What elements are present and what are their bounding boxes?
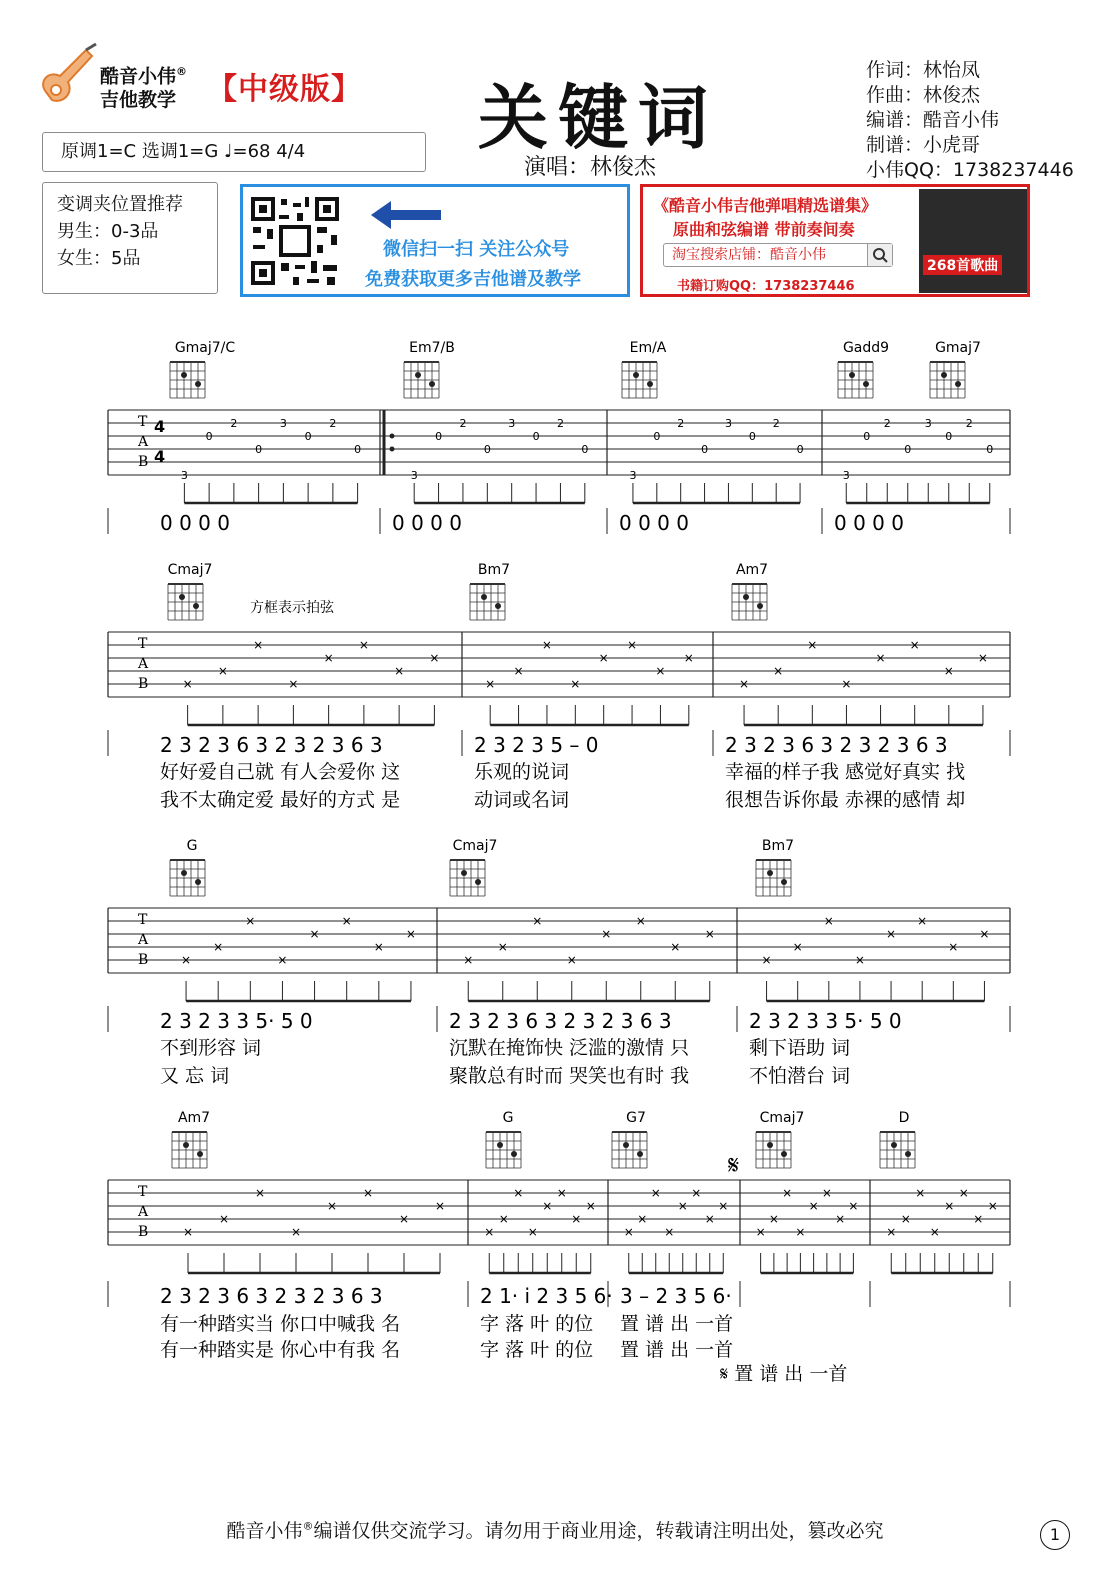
- chord-finger-dot: [767, 870, 773, 876]
- tab-x-mark: ×: [541, 638, 552, 652]
- tab-x-mark: ×: [213, 940, 224, 954]
- tab-x-mark: ×: [823, 914, 834, 928]
- tab-x-mark: ×: [782, 1186, 793, 1200]
- time-sig-top: 4: [154, 417, 166, 436]
- tab-x-mark: ×: [929, 1225, 940, 1239]
- chord-finger-dot: [195, 381, 201, 387]
- chord-finger-dot: [181, 870, 187, 876]
- lyric-line: 好好爱自己就 有人会爱你 这: [160, 761, 401, 783]
- chord-diagram: [470, 562, 510, 620]
- lyric-line: 动词或名词: [474, 789, 570, 811]
- tab-x-mark: ×: [290, 1225, 302, 1239]
- chord-finger-dot: [415, 372, 421, 378]
- tab-x-mark: ×: [245, 914, 256, 928]
- slap-note-label: 方框表示拍弦: [250, 600, 334, 616]
- repeat-dot: [390, 434, 395, 439]
- chord-finger-dot: [511, 1151, 517, 1157]
- tab-fret-number: 0: [532, 430, 540, 443]
- tab-fret-number: 3: [924, 417, 932, 430]
- tab-x-mark: ×: [405, 927, 416, 941]
- chord-finger-dot: [179, 594, 185, 600]
- tab-system: [108, 1110, 1010, 1385]
- tab-fret-number: 2: [230, 417, 238, 430]
- tab-x-mark: ×: [792, 940, 803, 954]
- tab-x-mark: ×: [288, 677, 299, 691]
- repeat-dot: [390, 447, 395, 452]
- tab-x-mark: ×: [485, 677, 496, 691]
- tab-x-mark: ×: [808, 1199, 819, 1213]
- numbered-notes: 0 0 0 0: [619, 511, 689, 535]
- numbered-notes: 3 – 2 3 5 6·: [620, 1284, 732, 1308]
- chord-diagram: [450, 838, 497, 896]
- chord-diagram: [170, 838, 205, 896]
- chord-diagram: [172, 1110, 210, 1168]
- ad-subtitle: 原曲和弦编谱 带前奏间奏: [673, 220, 855, 239]
- tab-fret-number: 3: [629, 469, 637, 482]
- numbered-notes: 2 3 2 3 6 3 2 3 2 3 6 3: [725, 733, 948, 757]
- chord-finger-dot: [757, 603, 763, 609]
- chord-finger-dot: [781, 1151, 787, 1157]
- qr-line-2: 免费获取更多吉他谱及教学: [365, 269, 581, 290]
- tab-fret-number: 3: [279, 417, 287, 430]
- tab-clef-letter: B: [138, 1224, 149, 1240]
- tab-x-mark: ×: [542, 1199, 553, 1213]
- footer-notice: 酷音小伟®编谱仅供交流学习。请勿用于商业用途，转载请注明出处，篡改必究: [226, 1519, 884, 1542]
- tab-fret-number: 0: [255, 443, 263, 456]
- tab-x-mark: ×: [768, 1212, 779, 1226]
- lyric-line: 字 落 叶 的位: [480, 1339, 594, 1361]
- tab-x-mark: ×: [434, 1199, 446, 1213]
- lyric-line: 不到形容 词: [160, 1037, 262, 1059]
- tab-x-mark: ×: [326, 1199, 338, 1213]
- lyric-line: 置 谱 出 一首: [620, 1313, 734, 1335]
- tab-fret-number: 0: [748, 430, 756, 443]
- credit-transcriber: 制谱：小虎哥: [866, 134, 981, 156]
- tab-clef-letter: T: [138, 414, 148, 430]
- tab-x-mark: ×: [217, 664, 228, 678]
- tab-x-mark: ×: [623, 1225, 634, 1239]
- chord-finger-dot: [195, 879, 201, 885]
- tab-x-mark: ×: [513, 1186, 524, 1200]
- tab-x-mark: ×: [948, 940, 959, 954]
- tab-x-mark: ×: [691, 1186, 702, 1200]
- chord-diagram: [486, 1110, 521, 1168]
- chord-name: Bm7: [477, 562, 511, 578]
- tab-fret-number: 3: [724, 417, 732, 430]
- chord-name: D: [898, 1110, 910, 1126]
- tab-clef-letter: B: [138, 952, 149, 968]
- lyric-line: 有一种踏实当 你口中喊我 名: [160, 1313, 401, 1335]
- chord-diagram: [756, 838, 794, 896]
- tab-system: [108, 562, 1010, 811]
- chord-finger-dot: [197, 1151, 203, 1157]
- tab-x-mark: ×: [979, 927, 990, 941]
- chord-name: G: [186, 838, 198, 854]
- tab-x-mark: ×: [683, 651, 694, 665]
- chord-diagram: [756, 1110, 804, 1168]
- chord-finger-dot: [849, 372, 855, 378]
- tab-x-mark: ×: [944, 1199, 955, 1213]
- segno-sign: 𝄋: [728, 1151, 740, 1181]
- chord-finger-dot: [863, 381, 869, 387]
- tab-clef-letter: T: [138, 1184, 148, 1200]
- tab-x-mark: ×: [977, 651, 988, 665]
- book-song-count: 268首歌曲: [923, 255, 1002, 275]
- numbered-notes: 2 1· i 2 3 5 6·: [480, 1284, 613, 1308]
- tab-x-mark: ×: [650, 1186, 661, 1200]
- tab-x-mark: ×: [556, 1186, 567, 1200]
- tab-x-mark: ×: [875, 651, 886, 665]
- chord-name: Cmaj7: [759, 1110, 805, 1126]
- tab-clef-letter: B: [138, 454, 149, 470]
- capo-title: 变调夹位置推荐: [57, 194, 183, 215]
- singer: 演唱：林俊杰: [524, 155, 657, 180]
- tab-x-mark: ×: [627, 638, 638, 652]
- tab-x-mark: ×: [571, 1212, 582, 1226]
- tab-fret-number: 0: [304, 430, 312, 443]
- tab-x-mark: ×: [635, 914, 646, 928]
- tab-fret-number: 3: [180, 469, 188, 482]
- time-sig-bottom: 4: [154, 447, 166, 466]
- song-title: 关键词: [478, 76, 718, 159]
- chord-diagram: [404, 340, 455, 398]
- tab-fret-number: 3: [508, 417, 516, 430]
- tab-x-mark: ×: [637, 1212, 648, 1226]
- chord-finger-dot: [941, 372, 947, 378]
- numbered-notes: 2 3 2 3 3 5· 5 0: [749, 1009, 902, 1033]
- tab-fret-number: 0: [581, 443, 589, 456]
- tab-x-mark: ×: [987, 1199, 998, 1213]
- chord-diagram: [168, 562, 213, 620]
- tab-x-mark: ×: [398, 1212, 410, 1226]
- tab-x-mark: ×: [915, 1186, 926, 1200]
- numbered-notes: 2 3 2 3 6 3 2 3 2 3 6 3: [160, 733, 383, 757]
- credit-composer: 作曲：林俊杰: [866, 84, 981, 106]
- tab-fret-number: 0: [435, 430, 443, 443]
- numbered-notes: 2 3 2 3 6 3 2 3 2 3 6 3: [449, 1009, 672, 1033]
- chord-diagram: [930, 340, 981, 398]
- ad-qq: 书籍订购QQ：1738237446: [677, 279, 855, 294]
- tab-clef-letter: A: [138, 1204, 149, 1220]
- capo-male: 男生：0-3品: [57, 221, 159, 242]
- tab-fret-number: 2: [329, 417, 337, 430]
- tab-fret-number: 0: [945, 430, 953, 443]
- numbered-notes: 0 0 0 0: [160, 511, 230, 535]
- numbered-notes: 0 0 0 0: [392, 511, 462, 535]
- tab-x-mark: ×: [181, 953, 192, 967]
- tab-clef-letter: B: [138, 676, 149, 692]
- tab-x-mark: ×: [309, 927, 320, 941]
- chord-finger-dot: [743, 594, 749, 600]
- numbered-notes: 2 3 2 3 3 5· 5 0: [160, 1009, 313, 1033]
- credit-lyricist: 作词：林怡凤: [866, 59, 981, 81]
- numbered-notes: 0 0 0 0: [834, 511, 904, 535]
- tab-x-mark: ×: [362, 1186, 374, 1200]
- tab-x-mark: ×: [821, 1186, 832, 1200]
- key-info: 原调1=C 选调1=G ♩=68 4/4: [42, 132, 426, 172]
- tab-x-mark: ×: [358, 638, 369, 652]
- chord-name: Am7: [177, 1110, 211, 1126]
- tab-fret-number: 0: [483, 443, 491, 456]
- tab-x-mark: ×: [886, 927, 897, 941]
- tab-fret-number: 0: [986, 443, 994, 456]
- chord-finger-dot: [955, 381, 961, 387]
- tab-x-mark: ×: [761, 953, 772, 967]
- tab-clef-letter: A: [138, 932, 149, 948]
- ad-title: 《酷音小伟吉他弹唱精选谱集》: [653, 196, 878, 215]
- chord-finger-dot: [461, 870, 467, 876]
- tab-fret-number: 2: [772, 417, 780, 430]
- lyric-line: 有一种踏实是 你心中有我 名: [160, 1339, 401, 1361]
- tab-fret-number: 3: [410, 469, 418, 482]
- tab-fret-number: 0: [653, 430, 661, 443]
- tab-x-mark: ×: [739, 677, 750, 691]
- tab-x-mark: ×: [973, 1212, 984, 1226]
- chord-finger-dot: [497, 1142, 503, 1148]
- tab-system: [108, 838, 1010, 1087]
- tab-x-mark: ×: [677, 1199, 688, 1213]
- chord-finger-dot: [481, 594, 487, 600]
- qr-line-1: 微信扫一扫 关注公众号: [383, 239, 570, 260]
- chord-diagram: [612, 1110, 647, 1168]
- tab-fret-number: 2: [556, 417, 564, 430]
- credit-arranger: 编谱：酷音小伟: [866, 109, 1000, 131]
- tab-x-mark: ×: [277, 953, 288, 967]
- tab-x-mark: ×: [848, 1199, 859, 1213]
- tab-x-mark: ×: [718, 1199, 729, 1213]
- lyric-line: 我不太确定爱 最好的方式 是: [160, 789, 401, 811]
- numbered-notes: 2 3 2 3 5 – 0: [474, 733, 599, 757]
- tab-fret-number: 0: [205, 430, 213, 443]
- tab-x-mark: ×: [755, 1225, 766, 1239]
- chord-finger-dot: [905, 1151, 911, 1157]
- tab-x-mark: ×: [886, 1225, 897, 1239]
- chord-name: Bm7: [761, 838, 795, 854]
- chord-finger-dot: [495, 603, 501, 609]
- lyric-line: 沉默在掩饰快 泛滥的激情 只: [449, 1037, 690, 1059]
- chord-diagram: [622, 340, 667, 398]
- tab-fret-number: 0: [904, 443, 912, 456]
- chord-name: Gmaj7/C: [174, 340, 236, 356]
- chord-diagram: [880, 1110, 915, 1168]
- tab-x-mark: ×: [498, 1212, 509, 1226]
- tab-x-mark: ×: [854, 953, 865, 967]
- chord-finger-dot: [181, 372, 187, 378]
- chord-finger-dot: [429, 381, 435, 387]
- tab-fret-number: 0: [701, 443, 709, 456]
- tab-x-mark: ×: [218, 1212, 230, 1226]
- tab-x-mark: ×: [527, 1225, 538, 1239]
- tab-x-mark: ×: [598, 651, 609, 665]
- tab-x-mark: ×: [323, 651, 334, 665]
- tab-x-mark: ×: [773, 664, 784, 678]
- lyric-line: 不怕潜台 词: [749, 1065, 851, 1087]
- tab-x-mark: ×: [513, 664, 524, 678]
- tab-x-mark: ×: [704, 927, 715, 941]
- chord-finger-dot: [183, 1142, 189, 1148]
- lyric-line: 剩下语助 词: [749, 1037, 851, 1059]
- tab-clef-letter: T: [138, 912, 148, 928]
- chord-name: Am7: [735, 562, 769, 578]
- brand-name: 酷音小伟® 吉他教学: [100, 65, 188, 112]
- tab-fret-number: 2: [677, 417, 685, 430]
- tab-x-mark: ×: [566, 953, 577, 967]
- tab-x-mark: ×: [484, 1225, 495, 1239]
- chord-name: Cmaj7: [167, 562, 213, 578]
- chord-finger-dot: [767, 1142, 773, 1148]
- lyric-line: 聚散总有时而 哭笑也有时 我: [449, 1065, 690, 1087]
- tab-x-mark: ×: [795, 1225, 806, 1239]
- tab-x-mark: ×: [253, 638, 264, 652]
- tab-x-mark: ×: [704, 1212, 715, 1226]
- chord-name: Gmaj7: [935, 340, 981, 356]
- chord-name: Gadd9: [842, 340, 890, 356]
- lyric-line: 字 落 叶 的位: [480, 1313, 594, 1335]
- ad-search-text: 淘宝搜索店铺：酷音小伟: [672, 247, 826, 263]
- tab-x-mark: ×: [585, 1199, 596, 1213]
- lyric-line: 置 谱 出 一首: [620, 1339, 734, 1361]
- lyric-line: 很想告诉你最 赤裸的感情 却: [725, 789, 966, 811]
- tab-x-mark: ×: [341, 914, 352, 928]
- chord-finger-dot: [623, 1142, 629, 1148]
- chord-diagram: [170, 340, 235, 398]
- page-number: 1: [1040, 1520, 1070, 1550]
- tab-x-mark: ×: [917, 914, 928, 928]
- tab-x-mark: ×: [497, 940, 508, 954]
- chord-name: G7: [626, 1110, 646, 1126]
- tab-x-mark: ×: [655, 664, 666, 678]
- difficulty-level: 【中级版】: [207, 72, 362, 107]
- chord-finger-dot: [193, 603, 199, 609]
- credit-qq: 小伟QQ：1738237446: [866, 159, 1074, 181]
- tab-x-mark: ×: [670, 940, 681, 954]
- tab-fret-number: 2: [883, 417, 891, 430]
- chord-name: Cmaj7: [452, 838, 498, 854]
- tab-x-mark: ×: [463, 953, 474, 967]
- tab-clef-letter: A: [138, 434, 149, 450]
- lyric-line: 幸福的样子我 感觉好真实 找: [725, 761, 966, 783]
- tab-x-mark: ×: [841, 677, 852, 691]
- chord-finger-dot: [891, 1142, 897, 1148]
- chord-finger-dot: [647, 381, 653, 387]
- numbered-notes: 2 3 2 3 6 3 2 3 2 3 6 3: [160, 1284, 383, 1308]
- tab-clef-letter: T: [138, 636, 148, 652]
- tab-x-mark: ×: [373, 940, 384, 954]
- capo-female: 女生：5品: [57, 248, 141, 269]
- tab-x-mark: ×: [601, 927, 612, 941]
- tab-x-mark: ×: [958, 1186, 969, 1200]
- tab-x-mark: ×: [182, 1225, 194, 1239]
- chord-name: G: [502, 1110, 514, 1126]
- tab-x-mark: ×: [909, 638, 920, 652]
- tab-fret-number: 0: [354, 443, 362, 456]
- lyric-line: 乐观的说词: [474, 761, 570, 783]
- tab-x-mark: ×: [664, 1225, 675, 1239]
- chord-name: Em7/B: [409, 340, 455, 356]
- tab-x-mark: ×: [570, 677, 581, 691]
- chord-finger-dot: [475, 879, 481, 885]
- chord-name: Em/A: [629, 340, 667, 356]
- tab-fret-number: 0: [863, 430, 871, 443]
- tab-clef-letter: A: [138, 656, 149, 672]
- tab-x-mark: ×: [429, 651, 440, 665]
- tab-x-mark: ×: [900, 1212, 911, 1226]
- tab-x-mark: ×: [182, 677, 193, 691]
- tab-system: [108, 340, 1010, 535]
- tab-x-mark: ×: [835, 1212, 846, 1226]
- tab-x-mark: ×: [943, 664, 954, 678]
- tab-x-mark: ×: [532, 914, 543, 928]
- chord-finger-dot: [637, 1151, 643, 1157]
- chord-finger-dot: [633, 372, 639, 378]
- tab-x-mark: ×: [807, 638, 818, 652]
- tab-x-mark: ×: [394, 664, 405, 678]
- chord-diagram: [732, 562, 768, 620]
- chord-finger-dot: [781, 879, 787, 885]
- tab-x-mark: ×: [254, 1186, 266, 1200]
- chord-diagram: [838, 340, 889, 398]
- lyric-line: 𝄋 置 谱 出 一首: [720, 1363, 848, 1385]
- tab-fret-number: 0: [796, 443, 804, 456]
- tab-fret-number: 2: [459, 417, 467, 430]
- lyric-line: 又 忘 词: [160, 1065, 230, 1087]
- tab-fret-number: 2: [965, 417, 973, 430]
- tab-fret-number: 3: [842, 469, 850, 482]
